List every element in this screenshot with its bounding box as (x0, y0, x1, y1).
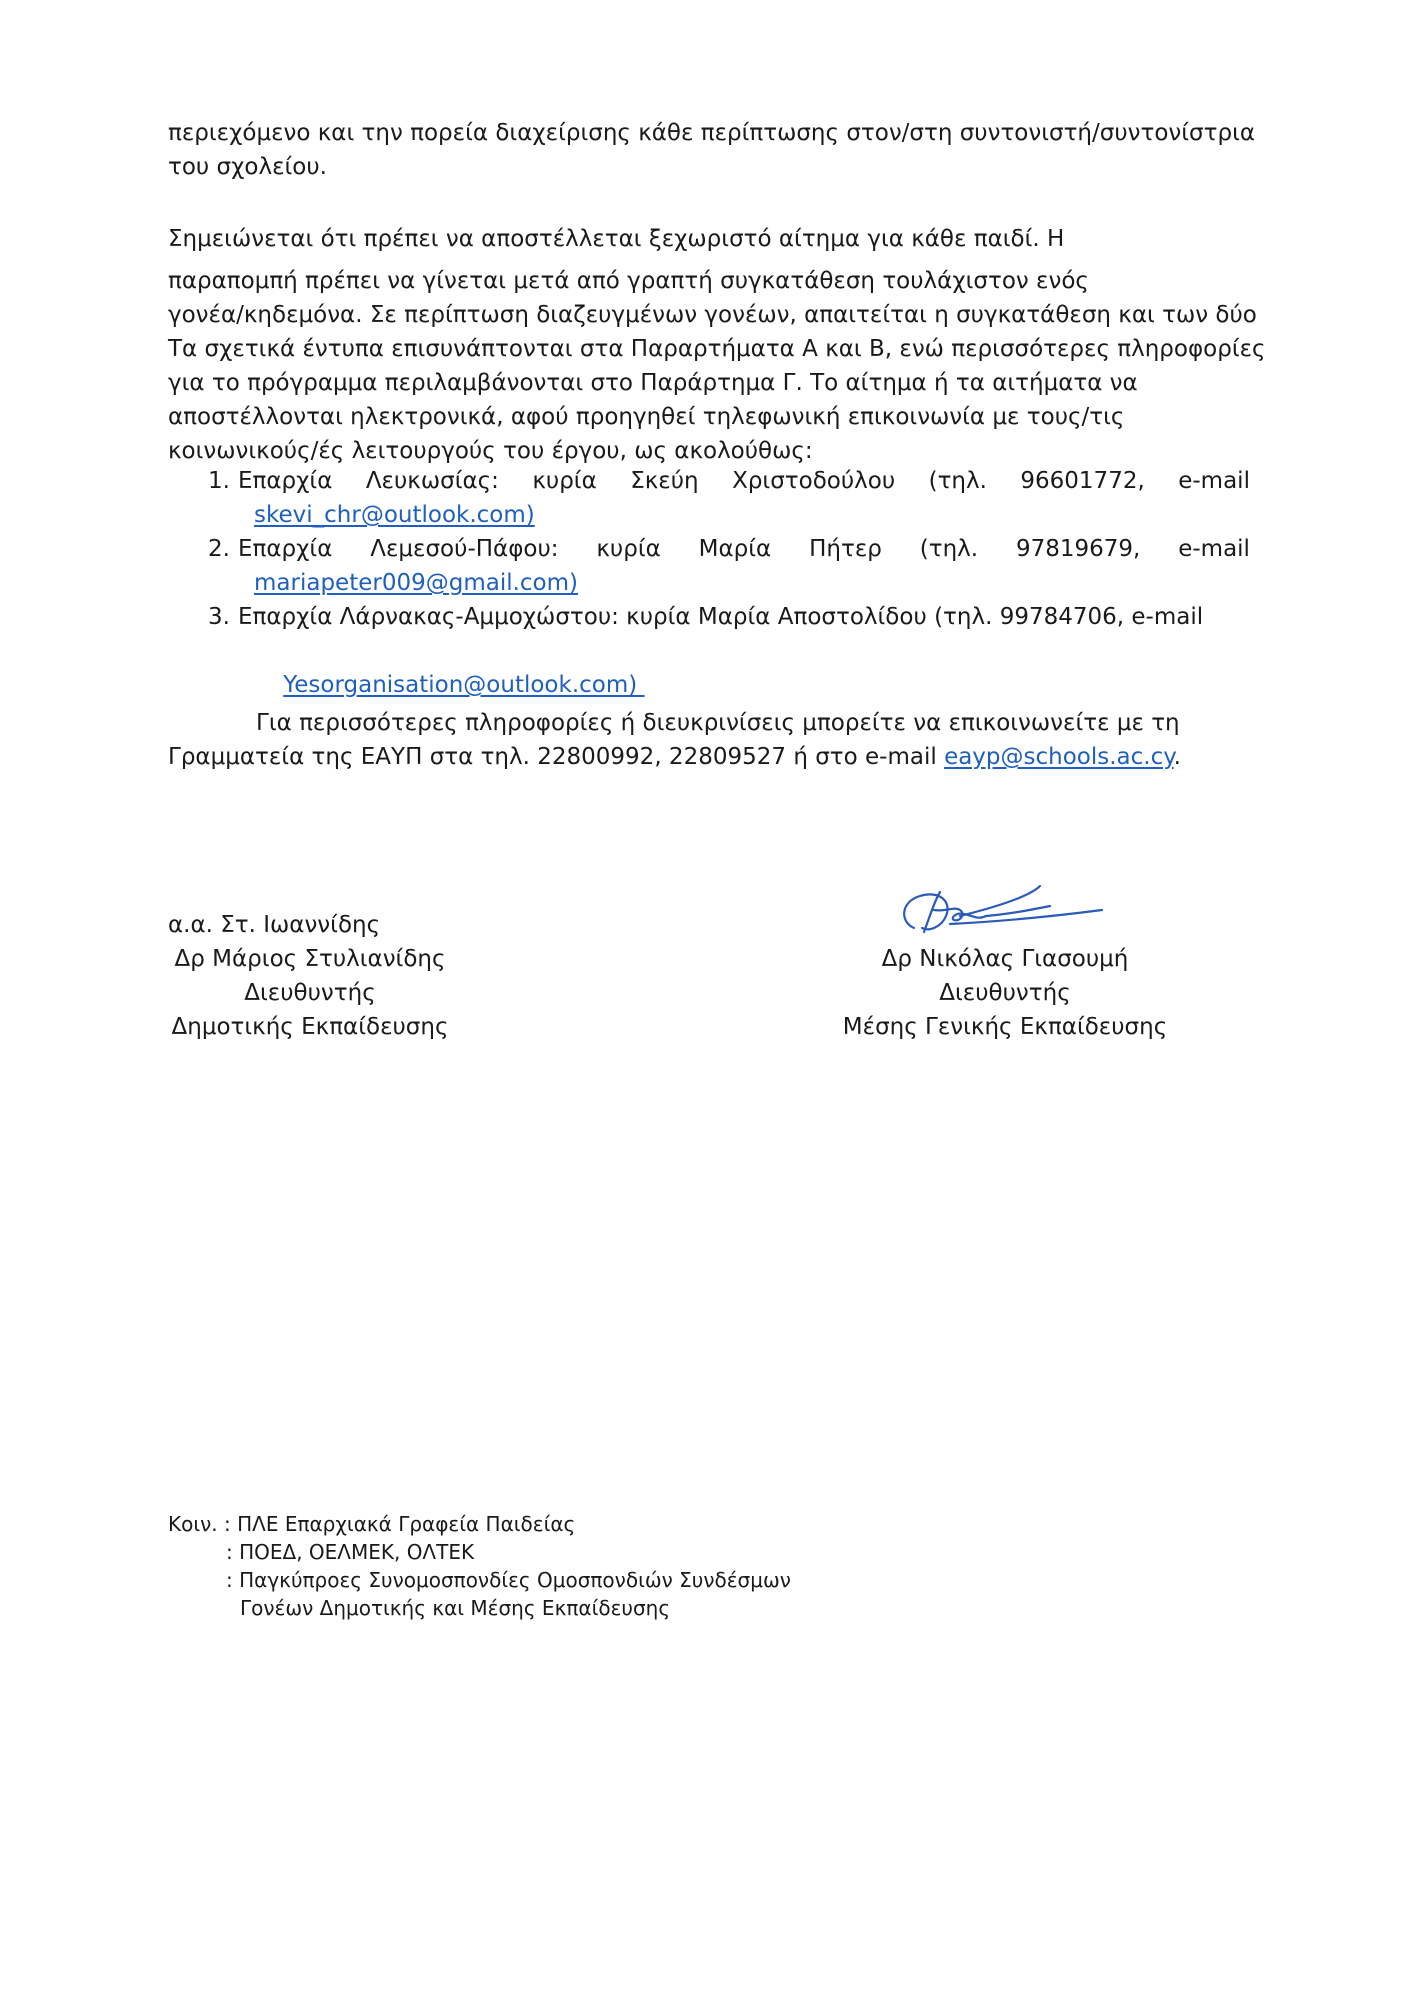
signature-right-name: Δρ Νικόλας Γιασουμή (881, 946, 1129, 972)
contact-item (208, 464, 1250, 498)
cc-line: Γονέων Δημοτικής και Μέσης Εκπαίδευσης (240, 1596, 671, 1620)
contact-word: Χριστοδούλου (732, 468, 896, 494)
contact-word: Λευκωσίας: (365, 468, 499, 494)
contact-word: Πήτερ (809, 536, 882, 562)
signature-left-block (160, 942, 460, 1044)
contact-number: 2. (208, 536, 230, 562)
closing-paragraph (168, 706, 1181, 774)
intro-line: περιεχόμενο και την πορεία διαχείρισης κάθε περίπτωσης στον/στη συντονιστή/συντονίστρια (168, 120, 1256, 146)
cc-line (168, 1510, 791, 1538)
note-line: για το πρόγραμμα περιλαμβάνονται στο Παράρτημα Γ. Το αίτημα ή τα αιτήματα να (168, 370, 1138, 396)
contact-word: e-mail (1178, 468, 1250, 494)
email-link-eayp[interactable]: eayp@schools.ac.cy (944, 744, 1174, 770)
contact-word: (τηλ. (928, 468, 987, 494)
note-line: γονέα/κηδεμόνα. Σε περίπτωση διαζευγμένων γονέων, απαιτείται η συγκατάθεση και των δύο (168, 302, 1257, 328)
note-paragraph (168, 222, 1266, 468)
signature-right-title: Διευθυντής (939, 980, 1071, 1006)
signature-right-block (830, 942, 1180, 1044)
email-link-lefkosia[interactable]: skevi_chr@outlook.com) (254, 502, 535, 528)
closing-text: Γραμματεία της ΕΑΥΠ στα τηλ. 22800992, 22809527 ή στο e-mail (168, 744, 945, 770)
note-line: παραπομπή πρέπει να γίνεται μετά από γραπτή συγκατάθεση τουλάχιστον ενός (168, 268, 1089, 294)
contact-word: Επαρχία (238, 468, 333, 494)
contact-item (208, 532, 1250, 566)
signature-right-dept: Μέσης Γενικής Εκπαίδευσης (842, 1014, 1168, 1040)
contact-details (238, 464, 1250, 498)
contact-email-row (208, 566, 1250, 600)
contact-item (208, 600, 1250, 634)
cc-recipient: ΠΛΕ Επαρχιακά Γραφεία Παιδείας (237, 1512, 576, 1536)
cc-line: : ΠΟΕΔ, ΟΕΛΜΕΚ, ΟΛΤΕΚ (226, 1540, 475, 1564)
closing-line (168, 740, 1181, 774)
contact-word: κυρία (596, 536, 661, 562)
contact-word: 97819679, (1015, 536, 1141, 562)
closing-period: . (1173, 744, 1181, 770)
contact-details (238, 532, 1250, 566)
contact-word: 96601772, (1020, 468, 1145, 494)
note-line: αποστέλλονται ηλεκτρονικά, αφού προηγηθεί τηλεφωνική επικοινωνία με τους/τις (168, 404, 1125, 430)
contact-word: κυρία (532, 468, 597, 494)
closing-line: Για περισσότερες πληροφορίες ή διευκρινίσεις μπορείτε να επικοινωνείτε με τη (256, 710, 1180, 736)
email-link-lemesos[interactable]: mariapeter009@gmail.com) (254, 570, 578, 596)
signature-left-title: Διευθυντής (244, 980, 376, 1006)
cc-line: : Παγκύπροες Συνομοσπονδίες Ομοσπονδιών Συνδέσμων (226, 1568, 791, 1592)
note-line: Τα σχετικά έντυπα επισυνάπτονται στα Παραρτήματα Α και Β, ενώ περισσότερες πληροφορίες (168, 336, 1266, 362)
contact-word: (τηλ. (919, 536, 979, 562)
contact-word: Μαρία (698, 536, 772, 562)
cc-label: Κοιν. : (168, 1512, 238, 1536)
signature-image (890, 876, 1110, 948)
contact-word: e-mail (1178, 536, 1250, 562)
contact-number: 1. (208, 468, 230, 494)
intro-line: του σχολείου. (168, 154, 327, 180)
contact-word: Σκεύη (630, 468, 699, 494)
contact-word: Επαρχία (238, 536, 333, 562)
signature-left-dept: Δημοτικής Εκπαίδευσης (171, 1014, 449, 1040)
note-line: κοινωνικούς/ές λειτουργούς του έργου, ως ακολούθως: (168, 438, 813, 464)
signature-left-aa: α.α. Στ. Ιωαννίδης (168, 912, 381, 938)
cc-block (168, 1510, 791, 1622)
contact-number: 3. (208, 604, 230, 630)
contact-email-row (208, 498, 1250, 532)
signature-left-name: Δρ Μάριος Στυλιανίδης (174, 946, 446, 972)
signature-left (168, 908, 380, 942)
email-link-larnaka[interactable]: Yesorganisation@outlook.com) (283, 672, 645, 698)
contact-details: Επαρχία Λάρνακας-Αμμοχώστου: κυρία Μαρία Αποστολίδου (τηλ. 99784706, e-mail (238, 604, 1204, 630)
contact-word: Λεμεσού-Πάφου: (370, 536, 559, 562)
note-line: Σημειώνεται ότι πρέπει να αποστέλλεται ξεχωριστό αίτημα για κάθε παιδί. Η (168, 226, 1065, 252)
contacts-list (208, 464, 1250, 736)
intro-paragraph (168, 116, 1255, 184)
